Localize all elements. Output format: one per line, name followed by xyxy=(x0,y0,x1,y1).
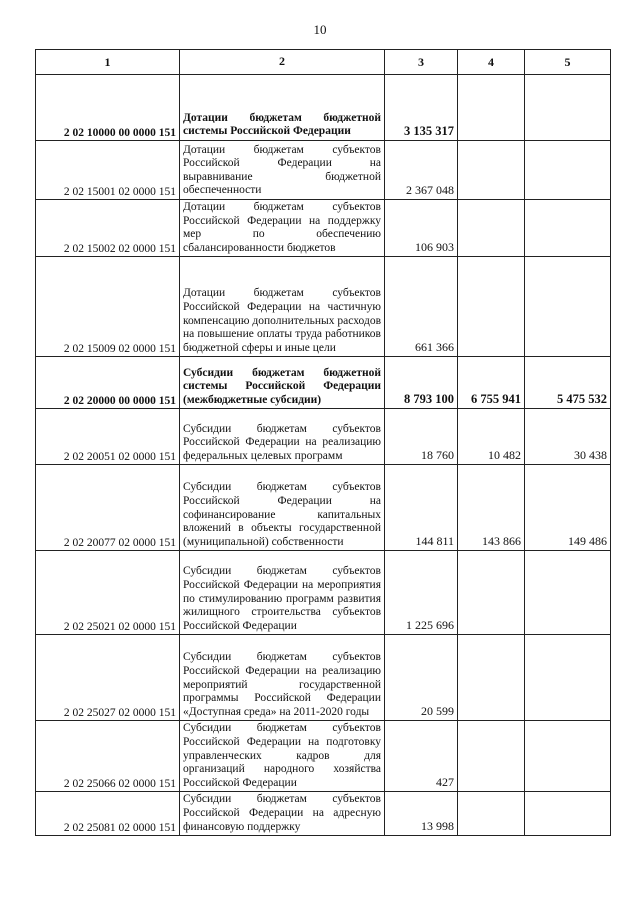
budget-table xyxy=(35,49,611,836)
value-col-4-cell xyxy=(458,200,525,257)
budget-code-cell: 2 02 20077 02 0000 151 xyxy=(36,465,180,551)
budget-code-cell: 2 02 25027 02 0000 151 xyxy=(36,635,180,721)
value-col-3-cell: 20 599 xyxy=(385,635,458,721)
table-row xyxy=(36,635,611,721)
budget-code-cell: 2 02 20000 00 0000 151 xyxy=(36,357,180,409)
value-col-3-cell: 144 811 xyxy=(385,465,458,551)
table-row xyxy=(36,357,611,409)
budget-code-cell: 2 02 25021 02 0000 151 xyxy=(36,551,180,635)
value-col-3-cell: 8 793 100 xyxy=(385,357,458,409)
page-number: 10 xyxy=(313,22,327,37)
value-col-3-cell: 427 xyxy=(385,721,458,792)
budget-code-cell: 2 02 25081 02 0000 151 xyxy=(36,792,180,836)
value-col-4-cell: 143 866 xyxy=(458,465,525,551)
description-cell: Дотации бюджетам субъектов Российской Федерации на частичную компенсацию дополнительных расходов на повышение оплаты труда работников бюджетной сферы и иные цели xyxy=(180,257,385,357)
table-row xyxy=(36,792,611,836)
budget-code-cell: 2 02 15009 02 0000 151 xyxy=(36,257,180,357)
table-row xyxy=(36,200,611,257)
description-cell: Дотации бюджетам бюджетной системы Российской Федерации xyxy=(180,75,385,141)
value-col-4-cell xyxy=(458,257,525,357)
value-col-4-cell xyxy=(458,721,525,792)
value-col-5-cell: 149 486 xyxy=(525,465,611,551)
value-col-3-cell: 661 366 xyxy=(385,257,458,357)
header-col-2: 2 xyxy=(180,50,385,75)
description-cell: Субсидии бюджетам субъектов Российской Федерации на реализацию мероприятий государственной программы Российской Федерации «Доступная среда» на 2011-2020 годы xyxy=(180,635,385,721)
value-col-5-cell xyxy=(525,75,611,141)
value-col-5-cell xyxy=(525,200,611,257)
description-cell: Субсидии бюджетам субъектов Российской Федерации на мероприятия по стимулированию программ развития жилищного строительства субъектов Российской Федерации xyxy=(180,551,385,635)
header-col-5: 5 xyxy=(525,50,611,75)
budget-code-cell: 2 02 10000 00 0000 151 xyxy=(36,75,180,141)
budget-code-cell: 2 02 15001 02 0000 151 xyxy=(36,141,180,200)
value-col-3-cell: 18 760 xyxy=(385,409,458,465)
description-cell: Субсидии бюджетам субъектов Российской Федерации на адресную финансовую поддержку xyxy=(180,792,385,836)
table-row xyxy=(36,141,611,200)
value-col-3-cell: 1 225 696 xyxy=(385,551,458,635)
value-col-3-cell: 13 998 xyxy=(385,792,458,836)
description-cell: Дотации бюджетам субъектов Российской Федерации на выравнивание бюджетной обеспеченности xyxy=(180,141,385,200)
value-col-5-cell xyxy=(525,635,611,721)
table-row xyxy=(36,721,611,792)
value-col-5-cell xyxy=(525,792,611,836)
description-cell: Субсидии бюджетам субъектов Российской Федерации на софинансирование капитальных вложений в объекты государственной (муниципальной) собственности xyxy=(180,465,385,551)
value-col-5-cell xyxy=(525,721,611,792)
budget-code-cell: 2 02 20051 02 0000 151 xyxy=(36,409,180,465)
value-col-3-cell: 106 903 xyxy=(385,200,458,257)
table-header-row xyxy=(36,50,611,75)
description-cell: Субсидии бюджетам субъектов Российской Федерации на подготовку управленческих кадров для организаций народного хозяйства Российской Федерации xyxy=(180,721,385,792)
value-col-5-cell: 30 438 xyxy=(525,409,611,465)
description-cell: Субсидии бюджетам субъектов Российской Федерации на реализацию федеральных целевых программ xyxy=(180,409,385,465)
value-col-5-cell xyxy=(525,257,611,357)
value-col-4-cell xyxy=(458,141,525,200)
header-col-4: 4 xyxy=(458,50,525,75)
table-row xyxy=(36,551,611,635)
value-col-5-cell xyxy=(525,551,611,635)
description-cell: Субсидии бюджетам бюджетной системы Российской Федерации (межбюджетные субсидии) xyxy=(180,357,385,409)
header-col-3: 3 xyxy=(385,50,458,75)
value-col-4-cell xyxy=(458,75,525,141)
table-row xyxy=(36,465,611,551)
value-col-4-cell xyxy=(458,635,525,721)
value-col-3-cell: 2 367 048 xyxy=(385,141,458,200)
budget-code-cell: 2 02 25066 02 0000 151 xyxy=(36,721,180,792)
value-col-4-cell xyxy=(458,792,525,836)
value-col-3-cell: 3 135 317 xyxy=(385,75,458,141)
budget-code-cell: 2 02 15002 02 0000 151 xyxy=(36,200,180,257)
header-col-1: 1 xyxy=(36,50,180,75)
description-cell: Дотации бюджетам субъектов Российской Федерации на поддержку мер по обеспечению сбалансированности бюджетов xyxy=(180,200,385,257)
value-col-4-cell xyxy=(458,551,525,635)
value-col-5-cell xyxy=(525,141,611,200)
value-col-4-cell: 6 755 941 xyxy=(458,357,525,409)
table-row xyxy=(36,257,611,357)
value-col-4-cell: 10 482 xyxy=(458,409,525,465)
table-row xyxy=(36,409,611,465)
value-col-5-cell: 5 475 532 xyxy=(525,357,611,409)
table-row xyxy=(36,75,611,141)
